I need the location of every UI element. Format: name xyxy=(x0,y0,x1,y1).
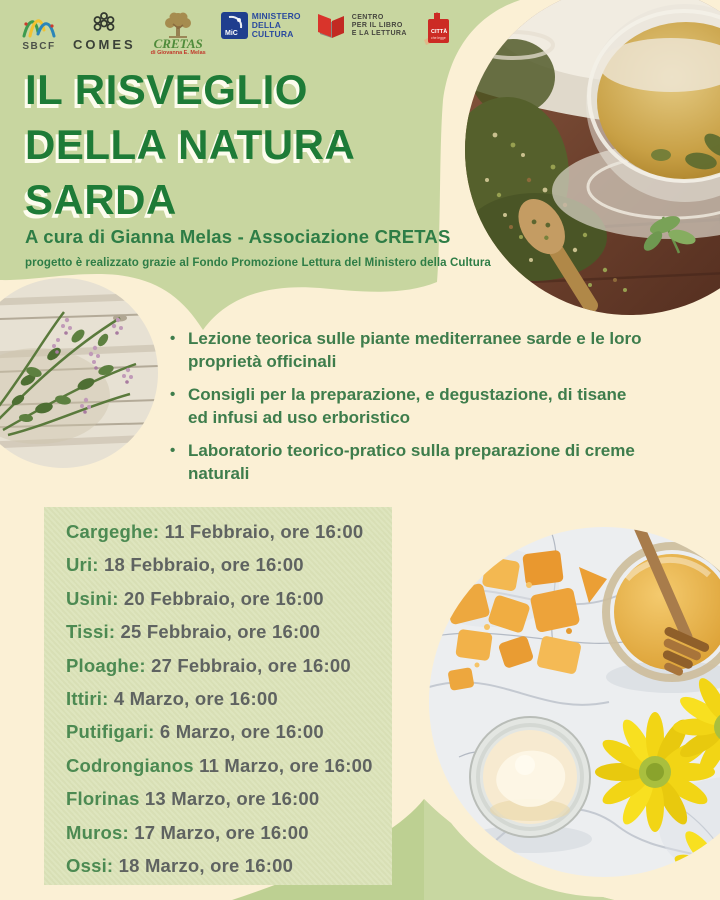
schedule-row xyxy=(66,715,392,748)
logo-centro-libro xyxy=(316,12,407,40)
program-bullet-list xyxy=(170,327,650,495)
ministero-emblem-icon xyxy=(221,12,248,39)
citta-che-legge-icon xyxy=(422,12,452,48)
ministero-text xyxy=(252,12,301,39)
ministero-line3: CULTURA xyxy=(251,29,294,39)
centro-libro-text xyxy=(352,14,407,38)
schedule-date: 17 Marzo, ore 16:00 xyxy=(128,821,309,843)
schedule-row xyxy=(66,615,392,648)
bullet-text: Consigli per la preparazione, e degustazione, di tisane ed infusi ad uso erboristico xyxy=(188,385,627,427)
title-line-3: SARDA xyxy=(25,176,177,223)
list-item xyxy=(170,439,650,485)
schedule-date: 4 Marzo, ore 16:00 xyxy=(108,688,278,710)
schedule-date: 11 Marzo, ore 16:00 xyxy=(193,754,373,776)
centro-line1: CENTRO xyxy=(351,14,384,21)
schedule-town: Putifigari: xyxy=(66,721,155,743)
schedule-town: Codrongianos xyxy=(66,754,194,776)
comes-icon xyxy=(92,12,116,34)
schedule-date: 25 Febbraio, ore 16:00 xyxy=(115,621,321,643)
schedule-row xyxy=(66,816,392,849)
cretas-sublabel: di Giovanna E. Melas xyxy=(150,50,206,56)
bullet-dot: • xyxy=(170,386,176,403)
schedule-town: Uri: xyxy=(66,554,99,576)
list-item xyxy=(170,383,650,429)
citta-sublabel-text: che legge xyxy=(430,36,446,40)
logo-ministero xyxy=(221,12,301,39)
poster-title xyxy=(25,62,355,227)
funding-fineprint: progetto è realizzato grazie al Fondo Promozione Lettura del Ministero della Cultura xyxy=(25,257,491,269)
schedule-date: 6 Marzo, ore 16:00 xyxy=(154,721,324,743)
centro-libro-book-icon xyxy=(316,12,348,40)
schedule-date: 27 Febbraio, ore 16:00 xyxy=(145,654,351,676)
schedule-town: Ittiri: xyxy=(66,688,109,710)
logo-cretas xyxy=(151,12,206,56)
schedule-date: 11 Febbraio, ore 16:00 xyxy=(159,521,364,542)
schedule-row xyxy=(66,782,392,815)
schedule-panel xyxy=(44,507,392,885)
schedule-town: Usini: xyxy=(66,587,119,609)
schedule-date: 18 Marzo, ore 16:00 xyxy=(113,855,294,877)
ministero-line1: MINISTERO xyxy=(251,11,301,21)
schedule-town: Ploaghe: xyxy=(66,654,146,676)
citta-label-text: CITTÀ xyxy=(430,29,448,35)
centro-line3: E LA LETTURA xyxy=(351,30,407,37)
logo-sbcf xyxy=(20,12,58,52)
sbcf-label: SBCF xyxy=(22,41,56,52)
schedule-town: Cargeghe: xyxy=(66,521,160,542)
schedule-row xyxy=(66,649,392,682)
title-line-2: DELLA NATURA xyxy=(25,121,356,168)
schedule-town: Tissi: xyxy=(66,621,116,643)
schedule-row xyxy=(66,548,392,581)
schedule-date: 13 Marzo, ore 16:00 xyxy=(139,788,320,810)
schedule-town: Muros: xyxy=(66,821,129,843)
title-line-1: IL RISVEGLIO xyxy=(25,66,308,113)
list-item xyxy=(170,327,650,373)
schedule-row xyxy=(66,849,392,882)
bullet-dot: • xyxy=(170,330,176,347)
bullet-text: Laboratorio teorico-pratico sulla preparazione di creme naturali xyxy=(188,441,635,483)
curator-subtitle: A cura di Gianna Melas - Associazione CRETAS xyxy=(25,226,451,247)
comes-label: COMES xyxy=(73,37,136,52)
schedule-row xyxy=(66,749,392,782)
cretas-tree-icon xyxy=(161,12,195,38)
schedule-row xyxy=(66,515,392,548)
centro-line2: PER IL LIBRO xyxy=(351,22,403,29)
cretas-label: CRETAS xyxy=(153,36,203,51)
logo-citta-che-legge xyxy=(422,12,452,48)
bullet-dot: • xyxy=(170,442,176,459)
logo-comes xyxy=(73,12,136,52)
schedule-town: Florinas xyxy=(66,788,140,810)
schedule-row xyxy=(66,582,392,615)
schedule-date: 18 Febbraio, ore 16:00 xyxy=(98,554,304,576)
schedule-row xyxy=(66,682,392,715)
mic-text: MiC xyxy=(224,30,238,37)
schedule-date: 20 Febbraio, ore 16:00 xyxy=(118,587,324,609)
bullet-text: Lezione teorica sulle piante mediterranee sarde e le loro proprietà officinali xyxy=(188,329,642,371)
sbcf-icon xyxy=(20,12,58,40)
logo-bar xyxy=(20,12,452,56)
schedule-town: Ossi: xyxy=(66,855,114,877)
ministero-line2: DELLA xyxy=(251,20,282,30)
